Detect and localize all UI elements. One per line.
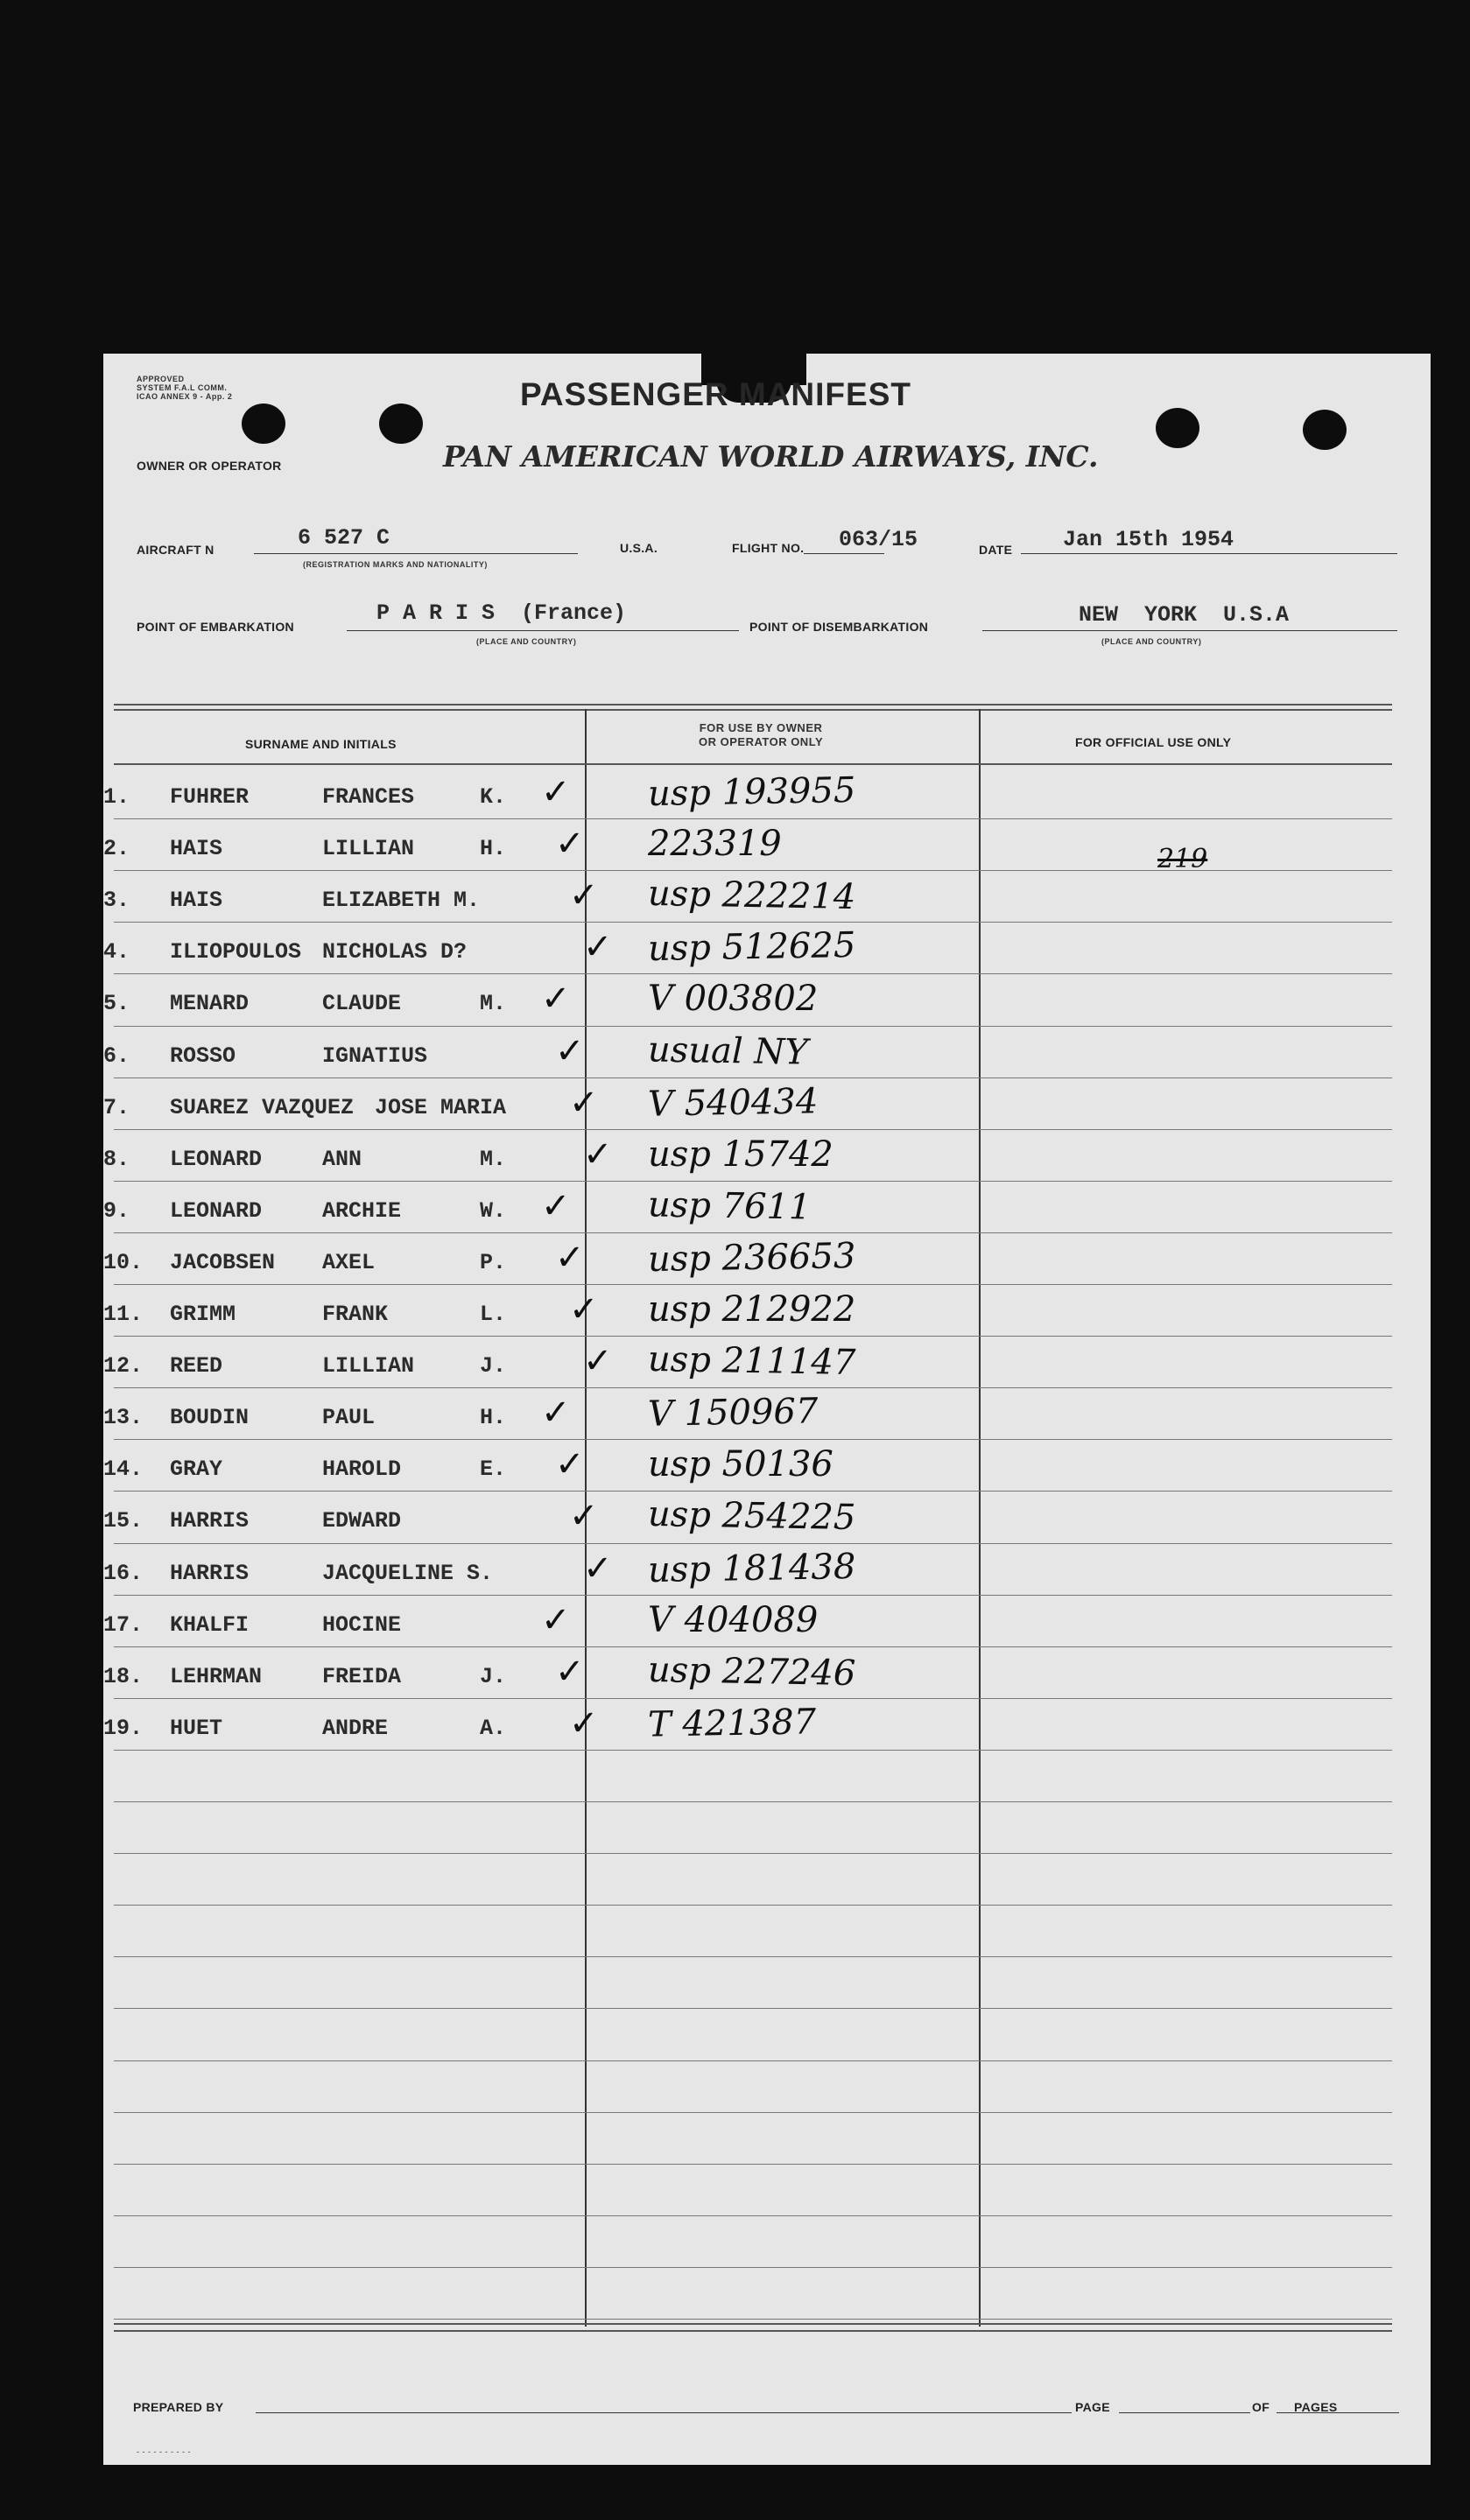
col-header-owner bbox=[699, 721, 823, 749]
passport-number: V 003802 bbox=[648, 979, 819, 1020]
check-mark-icon: ✓ bbox=[555, 1444, 585, 1485]
passenger-surname: LEONARD bbox=[170, 1146, 263, 1172]
table-row bbox=[103, 1080, 1417, 1136]
of-label: OF bbox=[1252, 2400, 1270, 2414]
passenger-given-name: IGNATIUS bbox=[322, 1042, 428, 1069]
check-mark-icon: ✓ bbox=[569, 875, 599, 916]
passenger-surname: JACOBSEN bbox=[170, 1249, 276, 1275]
disembark-label: POINT OF DISEMBARKATION bbox=[749, 620, 929, 634]
row-rule bbox=[114, 1801, 1392, 1802]
passenger-initial: H. bbox=[480, 1405, 507, 1431]
passenger-given-name: FRANCES bbox=[322, 784, 415, 810]
check-mark-icon: ✓ bbox=[555, 1237, 585, 1278]
aircraft-underline bbox=[254, 553, 578, 554]
header-separator bbox=[114, 763, 1392, 765]
flight-underline bbox=[804, 553, 884, 554]
passenger-initial: J. bbox=[480, 1353, 507, 1379]
passport-number: 223319 bbox=[648, 824, 782, 865]
check-mark-icon: ✓ bbox=[541, 1185, 571, 1226]
row-rule bbox=[114, 2008, 1392, 2009]
passport-number: usp 227246 bbox=[647, 1649, 856, 1694]
row-number: 11. bbox=[103, 1302, 144, 1327]
row-number: 14. bbox=[103, 1457, 144, 1483]
passenger-given-name: HAROLD bbox=[322, 1457, 402, 1483]
table-row bbox=[103, 1494, 1417, 1549]
check-mark-icon: ✓ bbox=[541, 772, 571, 812]
passenger-surname: GRIMM bbox=[170, 1302, 236, 1327]
row-number: 7. bbox=[103, 1094, 130, 1120]
table-row bbox=[103, 1391, 1417, 1446]
embark-caption: (PLACE AND COUNTRY) bbox=[476, 637, 577, 646]
passenger-given-name: ELIZABETH M. bbox=[322, 888, 481, 914]
passenger-given-name: ANDRE bbox=[322, 1715, 389, 1741]
table-row bbox=[103, 1028, 1417, 1085]
aircraft-label: AIRCRAFT N bbox=[137, 543, 215, 557]
col-header-official: FOR OFFICIAL USE ONLY bbox=[1075, 735, 1232, 749]
passport-number: usp 512625 bbox=[647, 925, 856, 970]
passenger-initial: A. bbox=[480, 1715, 507, 1741]
embark-value: P A R I S (France) bbox=[376, 600, 627, 626]
row-number: 12. bbox=[103, 1353, 144, 1379]
check-mark-icon: ✓ bbox=[569, 1289, 599, 1330]
row-number: 3. bbox=[103, 888, 130, 914]
passenger-surname: HUET bbox=[170, 1715, 223, 1741]
punch-hole bbox=[242, 404, 285, 444]
table-bottom-border bbox=[114, 2330, 1392, 2332]
passport-number: usp 222214 bbox=[647, 874, 856, 918]
passenger-initial: M. bbox=[480, 1146, 507, 1172]
table-row bbox=[103, 825, 1417, 877]
passenger-given-name: HOCINE bbox=[322, 1611, 402, 1638]
table-top-border bbox=[114, 704, 1392, 705]
check-mark-icon: ✓ bbox=[541, 1599, 571, 1640]
check-mark-icon: ✓ bbox=[555, 824, 585, 865]
passport-number: T 421387 bbox=[647, 1702, 817, 1745]
embark-label: POINT OF EMBARKATION bbox=[137, 620, 294, 634]
passport-number: usp 50136 bbox=[648, 1444, 833, 1485]
passenger-initial: W. bbox=[480, 1197, 507, 1224]
passenger-given-name: CLAUDE bbox=[322, 991, 402, 1017]
passenger-surname: HARRIS bbox=[170, 1560, 250, 1586]
row-number: 16. bbox=[103, 1560, 144, 1586]
passport-number: usp 181438 bbox=[647, 1546, 856, 1590]
manifest-sheet bbox=[103, 354, 1431, 2465]
row-number: 15. bbox=[103, 1508, 144, 1534]
table-row bbox=[103, 1339, 1417, 1394]
passenger-surname: LEONARD bbox=[170, 1197, 263, 1224]
flight-value: 063/15 bbox=[839, 527, 918, 552]
passenger-initial: K. bbox=[480, 784, 507, 810]
passenger-given-name: AXEL bbox=[322, 1249, 376, 1275]
table-row bbox=[103, 1649, 1417, 1705]
passenger-surname: LEHRMAN bbox=[170, 1663, 263, 1689]
passport-number: usp 211147 bbox=[647, 1339, 856, 1384]
check-mark-icon: ✓ bbox=[541, 979, 571, 1020]
passport-number: usp 7611 bbox=[647, 1184, 812, 1228]
date-underline bbox=[1021, 553, 1397, 554]
row-number: 4. bbox=[103, 939, 130, 965]
table-row bbox=[103, 874, 1417, 929]
passenger-initial: L. bbox=[480, 1302, 507, 1327]
check-mark-icon: ✓ bbox=[569, 1082, 599, 1123]
col-header-surname: SURNAME AND INITIALS bbox=[245, 737, 397, 751]
passport-number: usp 236653 bbox=[647, 1235, 856, 1280]
passport-number: V 404089 bbox=[648, 1599, 819, 1640]
passport-number: usp 15742 bbox=[648, 1134, 833, 1175]
passenger-given-name: ARCHIE bbox=[322, 1197, 402, 1224]
passenger-given-name: NICHOLAS D? bbox=[322, 939, 468, 965]
aircraft-caption: (REGISTRATION MARKS AND NATIONALITY) bbox=[303, 560, 488, 569]
owner-line2: OR OPERATOR ONLY bbox=[699, 735, 824, 748]
row-rule bbox=[114, 1853, 1392, 1854]
approved-line1: APPROVED bbox=[137, 375, 185, 383]
table-bottom-border bbox=[114, 2323, 1392, 2325]
flight-label: FLIGHT NO. bbox=[732, 541, 805, 555]
approved-line2: SYSTEM F.A.L COMM. bbox=[137, 383, 228, 392]
country-label: U.S.A. bbox=[620, 541, 658, 555]
owner-line1: FOR USE BY OWNER bbox=[699, 721, 823, 734]
approved-line3: ICAO ANNEX 9 - App. 2 bbox=[137, 392, 233, 401]
check-mark-icon: ✓ bbox=[583, 1134, 613, 1175]
row-number: 9. bbox=[103, 1197, 130, 1224]
passenger-given-name: LILLIAN bbox=[322, 836, 415, 862]
passenger-surname: HARRIS bbox=[170, 1508, 250, 1534]
row-number: 5. bbox=[103, 991, 130, 1017]
passenger-given-name: FREIDA bbox=[322, 1663, 402, 1689]
prepared-by-label: PREPARED BY bbox=[133, 2400, 224, 2414]
punch-hole bbox=[1156, 408, 1199, 448]
row-rule bbox=[114, 2267, 1392, 2268]
passport-number: usp 193955 bbox=[647, 769, 856, 815]
passenger-surname: HAIS bbox=[170, 888, 223, 914]
table-row bbox=[103, 1546, 1417, 1602]
passenger-initial: M. bbox=[480, 991, 507, 1017]
check-mark-icon: ✓ bbox=[569, 1496, 599, 1537]
passenger-given-name: PAUL bbox=[322, 1405, 376, 1431]
row-number: 2. bbox=[103, 836, 130, 862]
passenger-surname: ROSSO bbox=[170, 1042, 236, 1069]
row-rule bbox=[114, 1905, 1392, 1906]
company-name: PAN AMERICAN WORLD AIRWAYS, INC. bbox=[443, 439, 1099, 474]
passenger-surname: ILIOPOULOS bbox=[170, 939, 302, 965]
table-row bbox=[103, 980, 1417, 1032]
passenger-surname: HAIS bbox=[170, 836, 223, 862]
passport-number: usp 212922 bbox=[648, 1289, 856, 1330]
row-number: 8. bbox=[103, 1146, 130, 1172]
disembark-caption: (PLACE AND COUNTRY) bbox=[1101, 637, 1202, 646]
table-row bbox=[103, 1291, 1417, 1343]
passenger-given-name: LILLIAN bbox=[322, 1353, 415, 1379]
printer-mark: - - - - - - - - - - bbox=[137, 2447, 191, 2456]
approved-stamp bbox=[137, 375, 232, 401]
table-row bbox=[103, 1599, 1417, 1653]
check-mark-icon: ✓ bbox=[541, 1393, 571, 1434]
passport-number: V 540434 bbox=[647, 1080, 819, 1125]
owner-label: OWNER OR OPERATOR bbox=[137, 459, 282, 473]
row-rule bbox=[114, 2215, 1392, 2216]
check-mark-icon: ✓ bbox=[583, 1548, 613, 1589]
table-row bbox=[103, 1446, 1417, 1498]
row-rule bbox=[114, 2164, 1392, 2165]
row-number: 10. bbox=[103, 1249, 144, 1275]
passenger-initial: P. bbox=[480, 1249, 507, 1275]
passenger-surname: MENARD bbox=[170, 991, 250, 1017]
passenger-surname: KHALFI bbox=[170, 1611, 250, 1638]
aircraft-value: 6 527 C bbox=[298, 525, 390, 551]
page-line bbox=[1119, 2412, 1250, 2413]
passenger-given-name: ANN bbox=[322, 1146, 362, 1172]
row-rule bbox=[114, 1956, 1392, 1957]
table-row bbox=[103, 1702, 1417, 1757]
page-label: PAGE bbox=[1075, 2400, 1110, 2414]
row-number: 17. bbox=[103, 1611, 144, 1638]
passenger-surname: REED bbox=[170, 1353, 223, 1379]
check-mark-icon: ✓ bbox=[555, 1030, 585, 1071]
passenger-given-name: JACQUELINE S. bbox=[322, 1560, 494, 1586]
table-row bbox=[103, 769, 1417, 825]
passenger-given-name: FRANK bbox=[322, 1302, 389, 1327]
passenger-initial: H. bbox=[480, 836, 507, 862]
passenger-given-name: EDWARD bbox=[322, 1508, 402, 1534]
check-mark-icon: ✓ bbox=[569, 1702, 599, 1744]
row-rule bbox=[114, 2060, 1392, 2061]
row-number: 13. bbox=[103, 1405, 144, 1431]
table-row bbox=[103, 1184, 1417, 1239]
passenger-initial: J. bbox=[480, 1663, 507, 1689]
punch-hole bbox=[379, 404, 423, 444]
table-top-border bbox=[114, 709, 1392, 711]
passenger-given-name: JOSE MARIA bbox=[375, 1094, 507, 1120]
punch-hole bbox=[1303, 410, 1347, 450]
passport-number: usp 254225 bbox=[647, 1494, 856, 1539]
check-mark-icon: ✓ bbox=[583, 927, 613, 968]
table-row bbox=[103, 1235, 1417, 1291]
date-label: DATE bbox=[979, 543, 1013, 557]
prepared-by-line bbox=[256, 2412, 1072, 2413]
passenger-surname: FUHRER bbox=[170, 784, 250, 810]
disembark-value: NEW YORK U.S.A bbox=[1079, 602, 1290, 628]
passenger-surname: GRAY bbox=[170, 1457, 223, 1483]
passport-number: usual NY bbox=[647, 1028, 809, 1073]
passenger-surname: BOUDIN bbox=[170, 1405, 250, 1431]
row-rule bbox=[114, 2319, 1392, 2320]
row-rule bbox=[114, 2112, 1392, 2113]
date-value: Jan 15th 1954 bbox=[1063, 527, 1234, 552]
disembark-underline bbox=[982, 630, 1397, 631]
pages-label: PAGES bbox=[1294, 2400, 1338, 2414]
row-number: 19. bbox=[103, 1715, 144, 1741]
passenger-surname: SUAREZ VAZQUEZ bbox=[170, 1094, 355, 1120]
passport-number: V 150967 bbox=[647, 1391, 819, 1435]
page-title: PASSENGER MANIFEST bbox=[520, 376, 911, 412]
embark-underline bbox=[347, 630, 739, 631]
table-row bbox=[103, 1136, 1417, 1188]
row-number: 1. bbox=[103, 784, 130, 810]
row-number: 18. bbox=[103, 1663, 144, 1689]
row-number: 6. bbox=[103, 1042, 130, 1069]
check-mark-icon: ✓ bbox=[555, 1651, 585, 1692]
passenger-initial: E. bbox=[480, 1457, 507, 1483]
table-row bbox=[103, 925, 1417, 980]
official-note: 219 bbox=[1157, 844, 1208, 874]
check-mark-icon: ✓ bbox=[583, 1341, 613, 1382]
